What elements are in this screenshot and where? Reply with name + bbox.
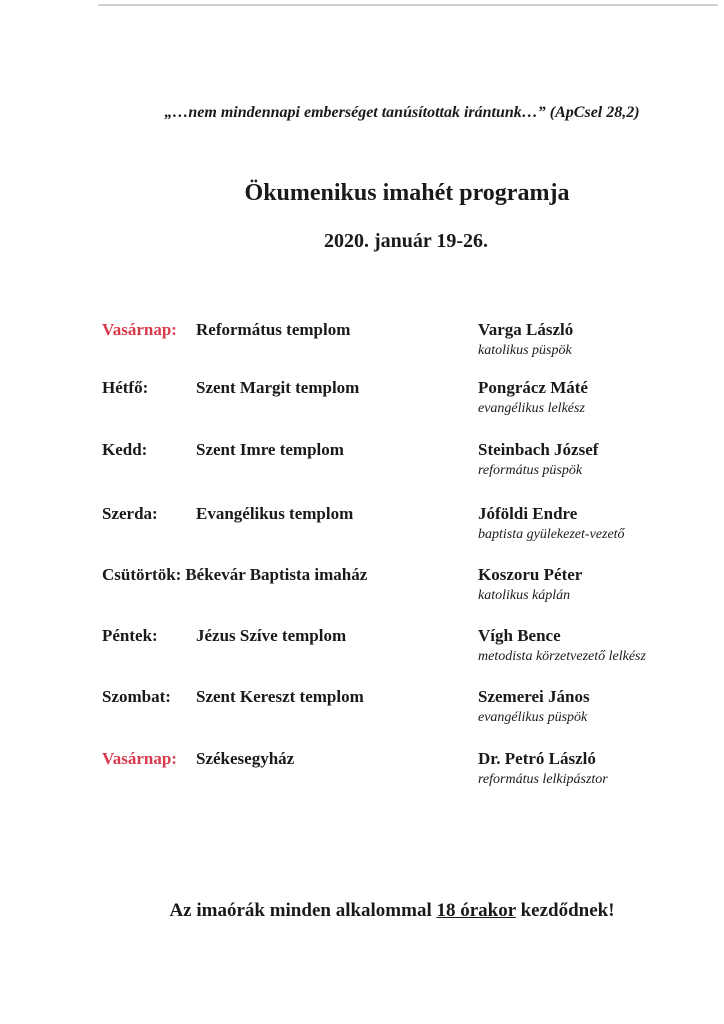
schedule-place: Jézus Szíve templom [196,626,347,645]
footer-text-after: kezdődnek! [515,900,615,921]
schedule-day [102,565,367,585]
schedule-role: református lelkipásztor [478,772,608,787]
footer-time: 18 órakor [436,900,516,921]
schedule-day: Szombat: [102,687,171,706]
schedule-row-thursday [0,565,724,615]
schedule-place: Szent Imre templom [196,440,344,459]
schedule-person: Szemerei János [478,687,590,706]
schedule-role: katolikus káplán [478,588,571,603]
scan-edge-line [98,4,718,6]
schedule-person: Koszoru Péter [478,565,583,584]
footer-text-before: Az imaórák minden alkalommal [169,900,437,921]
schedule-person: Varga László [478,320,574,339]
schedule-person: Jóföldi Endre [478,504,578,523]
bible-quote: „…nem mindennapi emberséget tanúsítottak irántunk…” (ApCsel 28,2) [164,104,640,121]
schedule-day-text: Csütörtök: [102,565,182,584]
schedule-place: Szent Kereszt templom [196,687,364,706]
schedule-person: Pongrácz Máté [478,378,588,397]
schedule-row-friday [0,626,724,676]
schedule-day: Vasárnap: [102,749,177,768]
schedule-row-tuesday [0,440,724,490]
schedule-role: metodista körzetvezető lelkész [478,649,646,664]
schedule-row-sunday-1 [0,320,724,370]
schedule-role: baptista gyülekezet-vezető [478,527,625,542]
schedule-role: református püspök [478,463,583,478]
schedule-role: katolikus püspök [478,343,572,358]
schedule-row-saturday [0,687,724,737]
schedule-person: Vígh Bence [478,626,561,645]
schedule-place: Székesegyház [196,749,295,768]
schedule-role: evangélikus püspök [478,710,588,725]
date-range: 2020. január 19-26. [323,230,489,252]
schedule-place: Evangélikus templom [196,504,354,523]
schedule-day: Péntek: [102,626,158,645]
footer-note [0,900,724,922]
page-title: Ökumenikus imahét programja [244,180,570,206]
schedule-role: evangélikus lelkész [478,401,585,416]
schedule-row-wednesday [0,504,724,554]
schedule-place: Református templom [196,320,351,339]
schedule-row-monday [0,378,724,428]
schedule-person: Dr. Petró László [478,749,596,768]
schedule-person: Steinbach József [478,440,599,459]
schedule-day: Hétfő: [102,378,149,397]
schedule-row-sunday-2 [0,749,724,799]
schedule-day: Szerda: [102,504,158,523]
schedule-place: Szent Margit templom [196,378,360,397]
schedule-day: Kedd: [102,440,148,459]
schedule-day: Vasárnap: [102,320,177,339]
schedule-place: Békevár Baptista imaház [185,565,368,584]
